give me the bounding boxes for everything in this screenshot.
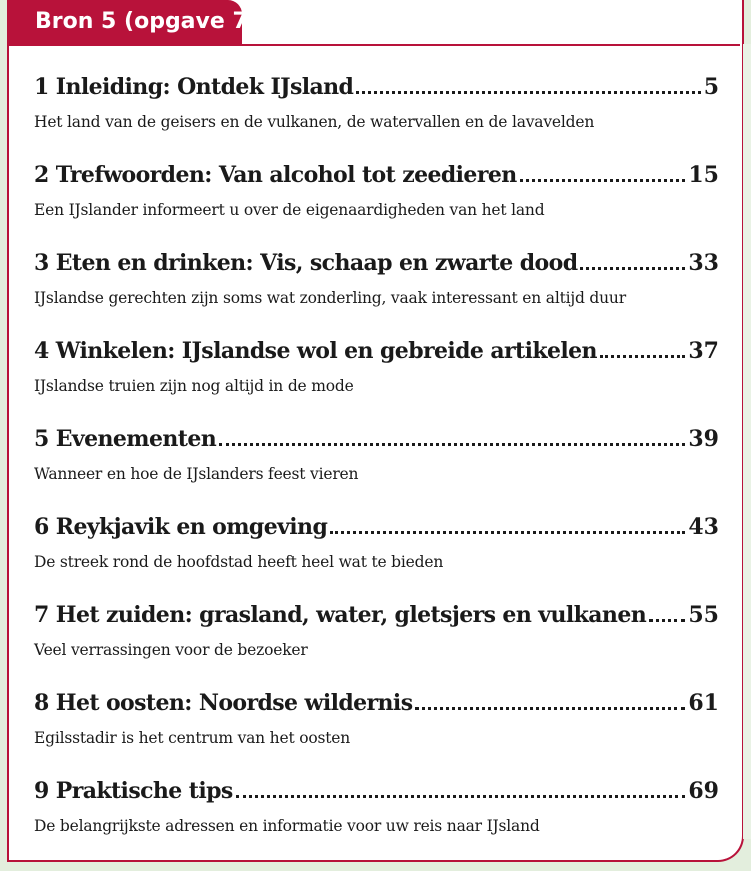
toc-entry [34,510,719,598]
toc-entry [34,774,719,862]
toc-entry-heading [34,510,719,544]
toc-entry-heading [34,246,719,280]
dot-leader [330,527,685,534]
dot-leader [356,87,700,94]
toc-entry-title: 4 Winkelen: IJslandse wol en gebreide artikelen [34,338,597,364]
toc-entry-description: IJslandse gerechten zijn soms wat zonderling, vaak interessant en altijd duur [34,289,626,307]
toc-entry [34,334,719,422]
toc-entry-page-number: 55 [688,602,719,628]
toc-entry-title: 2 Trefwoorden: Van alcohol tot zeedieren [34,162,517,188]
toc-entry-description: Het land van de geisers en de vulkanen, de watervallen en de lavavelden [34,113,595,131]
toc-entry-title: 5 Evenementen [34,426,217,452]
toc-entry-title: 3 Eten en drinken: Vis, schaap en zwarte dood [34,250,578,276]
toc-entry-page-number: 43 [688,514,719,540]
toc-entry-page-number: 15 [688,162,719,188]
toc-entry-description: Veel verrassingen voor de bezoeker [34,641,308,659]
toc-entry-description: Egilsstadir is het centrum van het oosten [34,729,350,747]
toc-entry-page-number: 69 [688,778,719,804]
toc-entry-description: Een IJslander informeert u over de eigenaardigheden van het land [34,201,545,219]
toc-entry-description: IJslandse truien zijn nog altijd in de mode [34,377,354,395]
source-tab [7,0,258,44]
source-tab-label: Bron 5 (opgave 7) [35,9,258,34]
toc-entry-page-number: 5 [703,74,719,100]
toc-entry-description: De belangrijkste adressen en informatie voor uw reis naar IJsland [34,817,540,835]
toc-entry-title: 7 Het zuiden: grasland, water, gletsjers en vulkanen [34,602,647,628]
toc-entry [34,422,719,510]
toc-entry-page-number: 33 [688,250,719,276]
toc-entry-heading [34,422,719,456]
toc-entry [34,686,719,774]
toc-entry-page-number: 37 [688,338,719,364]
table-of-contents [34,70,719,862]
dot-leader [415,703,685,710]
toc-entry-page-number: 61 [688,690,719,716]
toc-entry-heading [34,774,719,808]
dot-leader [236,791,686,798]
dot-leader [649,615,685,622]
toc-entry [34,598,719,686]
toc-entry-title: 8 Het oosten: Noordse wildernis [34,690,413,716]
dot-leader [219,439,685,446]
toc-entry-heading [34,70,719,104]
toc-entry-title: 1 Inleiding: Ontdek IJsland [34,74,354,100]
toc-entry-title: 6 Reykjavik en omgeving [34,514,328,540]
dot-leader [520,175,686,182]
dot-leader [580,263,685,270]
toc-entry [34,246,719,334]
toc-entry-title: 9 Praktische tips [34,778,233,804]
toc-entry-page-number: 39 [688,426,719,452]
toc-entry [34,70,719,158]
toc-entry-description: De streek rond de hoofdstad heeft heel wat te bieden [34,553,444,571]
toc-entry-heading [34,686,719,720]
toc-entry-description: Wanneer en hoe de IJslanders feest vieren [34,465,359,483]
toc-entry-heading [34,598,719,632]
dot-leader [600,351,685,358]
toc-entry-heading [34,158,719,192]
toc-entry [34,158,719,246]
header-divider [7,44,740,46]
toc-entry-heading [34,334,719,368]
